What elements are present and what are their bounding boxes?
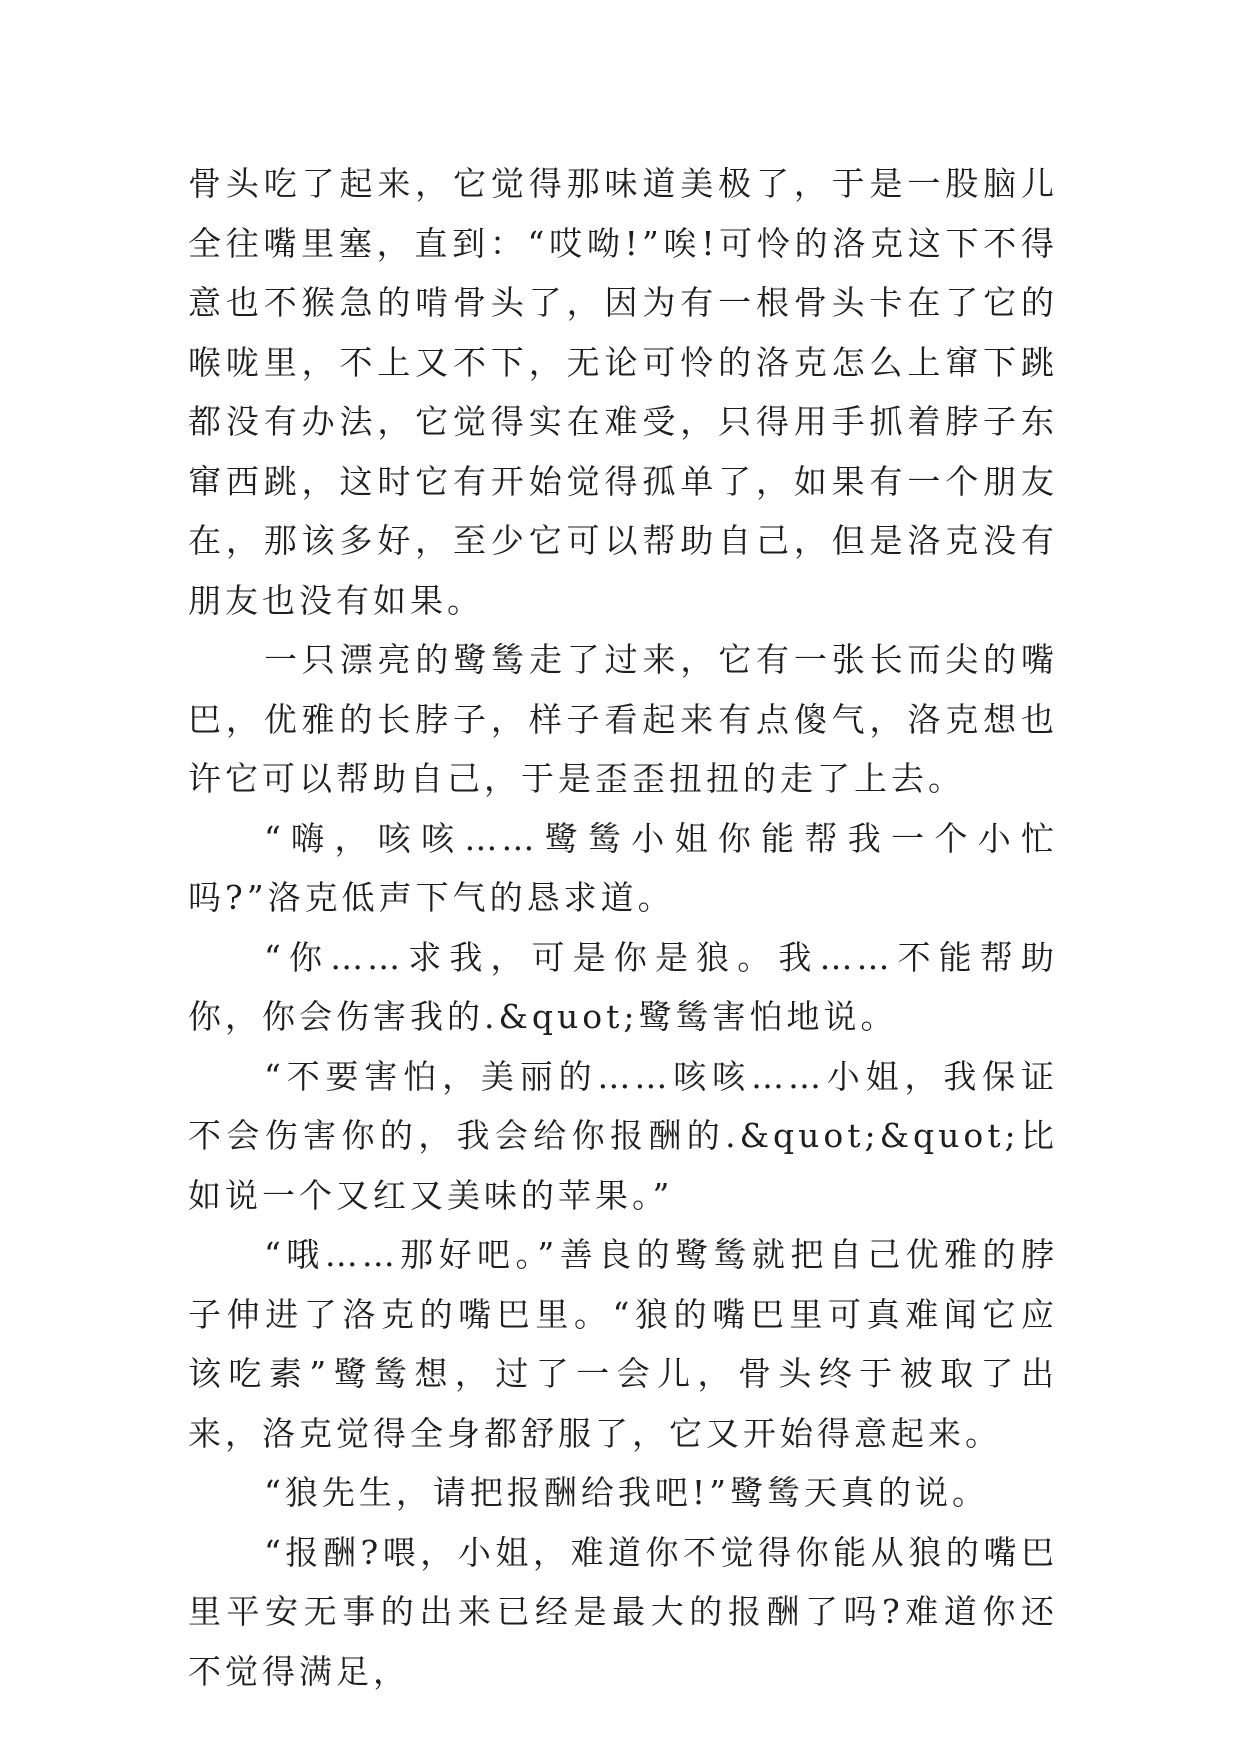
story-paragraph-4: “你……求我，可是你是狼。我……不能帮助你，你会伤害我的.&quot;鹭鸶害怕地说。: [188, 937, 1058, 1036]
story-paragraph-1: 骨头吃了起来，它觉得那味道美极了，于是一股脑儿全往嘴里塞，直到：“哎呦!”唉!可怜的洛克这下不得意也不猴急的啃骨头了，因为有一根骨头卡在了它的喉咙里，不上又不下，无论可怜的洛克怎么上窜下跳都没有办法，它觉得实在难受，只得用手抓着脖子东窜西跳，这时它有开始觉得孤单了，如果有一个朋友在，那该多好，至少它可以帮助自己，但是洛克没有朋友也没有如果。: [188, 164, 1058, 620]
story-paragraph-6: “哦……那好吧。”善良的鹭鸶就把自己优雅的脖子伸进了洛克的嘴巴里。“狼的嘴巴里可真难闻它应该吃素”鹭鸶想，过了一会儿，骨头终于被取了出来，洛克觉得全身都舒服了，它又开始得意起来。: [188, 1235, 1058, 1453]
story-paragraph-7: “狼先生，请把报酬给我吧!”鹭鸶天真的说。: [264, 1473, 990, 1512]
story-text-body: [188, 154, 1058, 1701]
story-paragraph-2: 一只漂亮的鹭鸶走了过来，它有一张长而尖的嘴巴，优雅的长脖子，样子看起来有点傻气，洛克想也许它可以帮助自己，于是歪歪扭扭的走了上去。: [188, 640, 1058, 798]
story-paragraph-3: “嗨，咳咳……鹭鸶小姐你能帮我一个小忙吗?”洛克低声下气的恳求道。: [188, 818, 1058, 917]
story-paragraph-8: “报酬?喂，小姐，难道你不觉得你能从狼的嘴巴里平安无事的出来已经是最大的报酬了吗?难道你还不觉得满足，: [188, 1532, 1058, 1691]
story-paragraph-5: “不要害怕，美丽的……咳咳……小姐，我保证不会伤害你的，我会给你报酬的.&quot;&quot;比如说一个又红又美味的苹果。”: [188, 1056, 1058, 1215]
